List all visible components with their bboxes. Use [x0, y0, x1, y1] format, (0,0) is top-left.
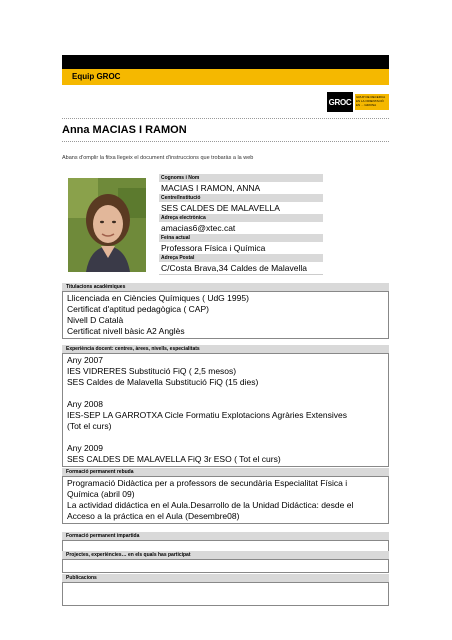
content-line: Any 2009 [67, 443, 103, 453]
section-content [62, 559, 389, 573]
content-line: Programació Didàctica per a professors de secundària Especialitat Física i [67, 478, 348, 488]
field-address [159, 254, 323, 275]
content-line: SES CALDES DE MALAVELLA FiQ 3r ESO ( Tot el curs) [67, 454, 281, 464]
field-center [159, 194, 323, 215]
content-line: Any 2008 [67, 399, 103, 409]
content-line: Any 2007 [67, 355, 103, 365]
field-job [159, 234, 323, 255]
section-label: Publicacions [62, 574, 389, 582]
section-label: Projectes, experiències… en els quals has participat [62, 551, 389, 559]
team-label: Equip GROC [72, 72, 121, 81]
section-label: Formació permanent impartida [62, 532, 389, 540]
content-line [67, 388, 384, 399]
section-content [62, 353, 389, 467]
field-label: Adreça electrònica [159, 214, 323, 222]
content-line: Certificat d'aptitud pedagògica ( CAP) [67, 304, 209, 314]
header-yellow-bar [62, 69, 389, 85]
field-email [159, 214, 323, 235]
field-value: SES CALDES DE MALAVELLA [159, 202, 323, 215]
content-line: Acceso a la práctica en el Aula (Desembre08) [67, 511, 240, 521]
content-line: Química (abril 09) [67, 489, 135, 499]
field-label: Feina actual [159, 234, 323, 242]
field-value: C/Costa Brava,34 Caldes de Malavella [159, 262, 323, 275]
content-line: SES Caldes de Malavella Substitució FiQ (15 dies) [67, 377, 259, 387]
content-line: Llicenciada en Ciències Químiques ( UdG 1995) [67, 293, 249, 303]
content-line [67, 432, 384, 443]
section-formacio-impartida [62, 532, 389, 552]
divider [62, 118, 389, 119]
instruction-text: Abans d'omplir la fitxa llegeix el document d'instruccions que trobaràs a la web [62, 155, 254, 161]
section-publicacions [62, 574, 389, 606]
content-line: IES-SEP LA GARROTXA Cicle Formatiu Explotacions Agràries Extensives [67, 410, 347, 420]
field-value: Professora Física i Química [159, 242, 323, 255]
logo-mark: GROC [327, 92, 353, 112]
section-content [62, 582, 389, 606]
section-label: Titulacions acadèmiques [62, 283, 389, 291]
logo-subtext: GRUP DE RECERCA EN LA ORIENTACIÓ EN ... GIRONA [355, 94, 389, 110]
divider [62, 141, 389, 142]
content-line: Certificat nivell bàsic A2 Anglès [67, 326, 185, 336]
section-content [62, 476, 389, 524]
section-projectes [62, 551, 389, 573]
field-label: Adreça Postal [159, 254, 323, 262]
field-label: Cognoms i Nom [159, 174, 323, 182]
field-value: MACIAS I RAMON, ANNA [159, 182, 323, 195]
section-label: Formació permanent rebuda [62, 468, 389, 476]
section-titulacions [62, 283, 389, 339]
field-label: Centre/Institució [159, 194, 323, 202]
field-name [159, 174, 323, 195]
section-content [62, 291, 389, 339]
content-line: (Tot el curs) [67, 421, 112, 431]
field-value: amacias6@xtec.cat [159, 222, 323, 235]
groc-logo [327, 92, 389, 112]
section-formacio-rebuda [62, 468, 389, 524]
header-black-bar [62, 55, 389, 69]
section-label: Experiència docent: centres, àrees, nivells, especialitats [62, 345, 389, 353]
content-line: IES VIDRERES Substitució FiQ ( 2,5 mesos) [67, 366, 237, 376]
content-line: La actividad didáctica en el Aula.Desarrollo de la Unidad Didáctica: desde el [67, 500, 354, 510]
section-experiencia [62, 345, 389, 467]
person-name: Anna MACIAS I RAMON [62, 124, 187, 136]
profile-photo [68, 178, 146, 272]
content-line: Nivell D Català [67, 315, 124, 325]
